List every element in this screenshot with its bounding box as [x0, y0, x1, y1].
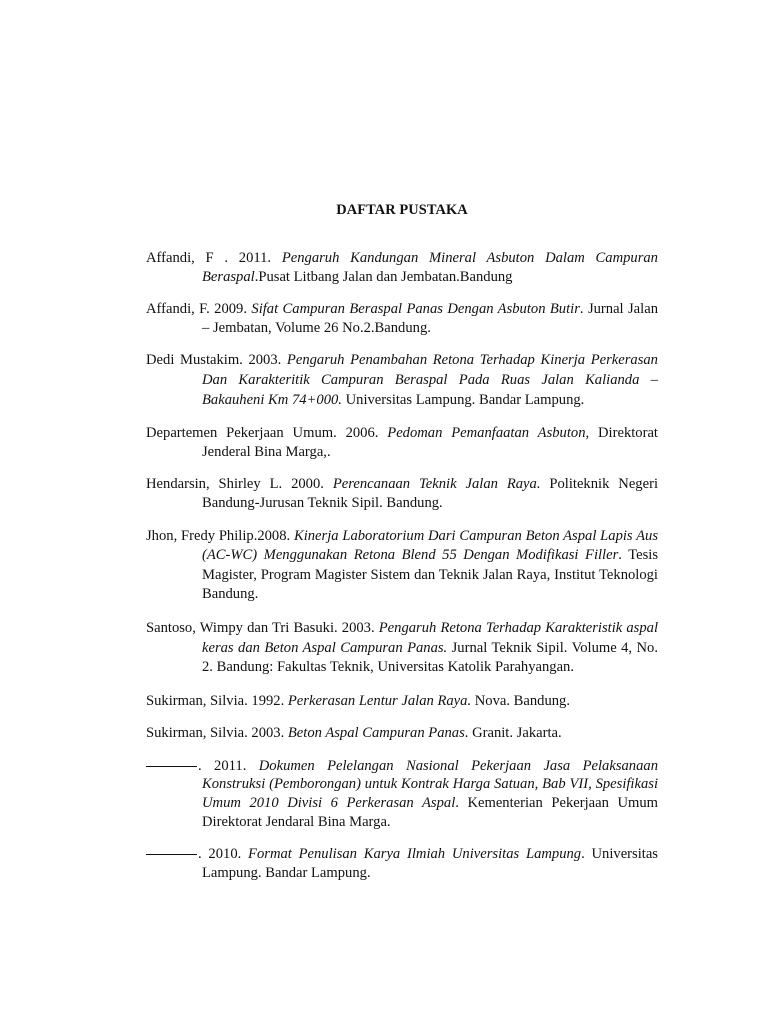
- reference-title: Pengaruh Penambahan Retona Terhadap Kinerja Perkerasan Dan Karakteritik Campuran Beraspal Pada Ruas Jalan Kalianda – Bakauheni Km 74+000.: [202, 352, 658, 408]
- reference-entry: [146, 300, 658, 337]
- reference-entry: [146, 692, 658, 711]
- reference-publisher: Nova. Bandung.: [471, 692, 570, 709]
- reference-authors-year: Hendarsin, Shirley L. 2000.: [146, 476, 333, 493]
- reference-title: Pengaruh Retona Terhadap Karakteristik aspal keras dan Beton Aspal Campuran Panas.: [202, 619, 658, 656]
- reference-publisher: Jurnal Teknik Sipil. Volume 4, No. 2. Bandung: Fakultas Teknik, Universitas Katolik Parahyangan.: [202, 639, 658, 676]
- same-author-dash: [146, 854, 197, 855]
- reference-title: Kinerja Laboratorium Dari Campuran Beton Aspal Lapis Aus (AC-WC) Menggunakan Retona Blend 55 Dengan Modifikasi Filler: [202, 527, 658, 564]
- reference-entry: [146, 845, 658, 882]
- reference-list: [146, 249, 658, 896]
- reference-authors-year: . 2011.: [198, 757, 259, 774]
- reference-title: Dokumen Pelelangan Nasional Pekerjaan Jasa Pelaksanaan Konstruksi (Pemborongan) untuk Kontrak Harga Satuan, Bab VII, Spesifikasi Umum 2010 Divisi 6 Perkerasan Aspal: [202, 757, 658, 812]
- reference-publisher: , Direktorat Jenderal Bina Marga,.: [202, 425, 658, 460]
- reference-authors-year: Departemen Pekerjaan Umum. 2006.: [146, 425, 388, 442]
- reference-publisher: .Pusat Litbang Jalan dan Jembatan.Bandung: [254, 268, 513, 285]
- reference-entry: [146, 351, 658, 410]
- reference-authors-year: Jhon, Fredy Philip.2008.: [146, 527, 294, 544]
- reference-publisher: . Kementerian Pekerjaan Umum Direktorat Jendaral Bina Marga.: [202, 795, 658, 830]
- reference-entry: [146, 724, 658, 743]
- reference-entry: [146, 757, 658, 831]
- page-title: DAFTAR PUSTAKA: [336, 202, 468, 218]
- reference-authors-year: Dedi Mustakim. 2003.: [146, 352, 287, 369]
- reference-publisher: Universitas Lampung. Bandar Lampung.: [341, 391, 585, 408]
- reference-title: Perencanaan Teknik Jalan Raya.: [332, 476, 541, 493]
- reference-authors-year: Affandi, F . 2011.: [146, 250, 282, 266]
- reference-authors-year: Sukirman, Silvia. 2003.: [146, 725, 288, 742]
- reference-publisher: . Universitas Lampung. Bandar Lampung.: [202, 846, 658, 881]
- reference-publisher: Politeknik Negeri Bandung-Jurusan Teknik Sipil. Bandung.: [202, 476, 658, 511]
- reference-publisher: . Granit. Jakarta.: [464, 725, 562, 742]
- reference-publisher: . Tesis Magister, Program Magister Sistem dan Teknik Jalan Raya, Institut Teknologi Bandung.: [202, 547, 658, 603]
- reference-title: Perkerasan Lentur Jalan Raya.: [287, 692, 472, 709]
- reference-publisher: . Jurnal Jalan – Jembatan, Volume 26 No.2.Bandung.: [202, 301, 658, 336]
- reference-entry: [146, 619, 658, 678]
- reference-title: Pengaruh Kandungan Mineral Asbuton Dalam Campuran Beraspal: [202, 250, 658, 285]
- reference-entry: [146, 249, 658, 286]
- reference-authors-year: . 2010.: [198, 846, 249, 863]
- reference-authors-year: Sukirman, Silvia. 1992.: [146, 692, 288, 709]
- reference-title: Pedoman Pemanfaatan Asbuton: [387, 425, 586, 442]
- reference-authors-year: Affandi, F. 2009.: [146, 301, 252, 318]
- reference-title: Beton Aspal Campuran Panas: [287, 725, 465, 742]
- reference-entry: [146, 424, 658, 461]
- reference-authors-year: Santoso, Wimpy dan Tri Basuki. 2003.: [146, 619, 379, 636]
- reference-entry: [146, 527, 658, 605]
- reference-entry: [146, 475, 658, 512]
- same-author-dash: [146, 766, 197, 767]
- reference-title: Format Penulisan Karya Ilmiah Universitas Lampung: [248, 846, 582, 863]
- reference-title: Sifat Campuran Beraspal Panas Dengan Asbuton Butir: [251, 301, 580, 318]
